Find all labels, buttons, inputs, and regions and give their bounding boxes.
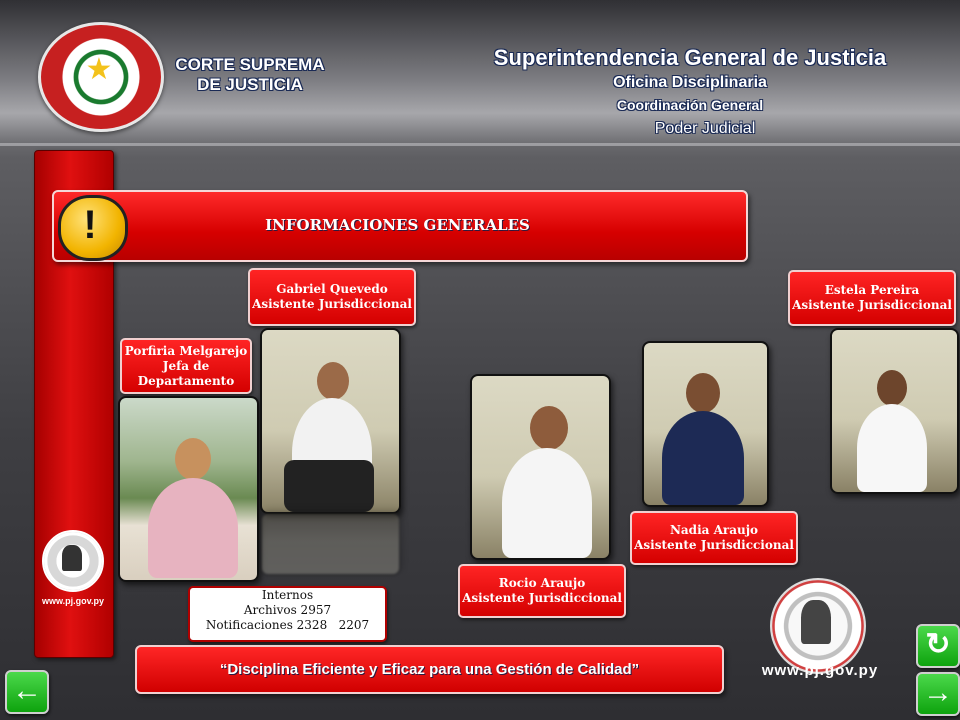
staff-label-rocio — [458, 564, 626, 618]
stats-line-2: Archivos 2957 — [243, 603, 332, 617]
arrow-left-icon: ← — [12, 674, 42, 707]
staff-role: Asistente Jurisdiccional — [792, 298, 952, 312]
page-subtitle-2: Coordinación General — [616, 97, 764, 113]
institution-line1: CORTE SUPREMA — [175, 55, 325, 74]
stats-line-3: Notificaciones 2328 2207 — [205, 618, 370, 632]
staff-photo-rocio — [470, 374, 611, 560]
info-title: INFORMACIONES GENERALES — [265, 216, 530, 234]
staff-label-nadia — [630, 511, 798, 565]
staff-name: Estela Pereira — [824, 283, 920, 297]
back-button[interactable] — [5, 670, 49, 714]
refresh-button[interactable] — [916, 624, 960, 668]
staff-role: Asistente Jurisdiccional — [462, 591, 622, 605]
staff-photo-gabriel — [260, 328, 401, 514]
staff-name: Nadia Araujo — [669, 523, 759, 537]
institution-name — [150, 55, 350, 95]
staff-label-estela — [788, 270, 956, 326]
refresh-icon: ↻ — [925, 628, 951, 661]
motto-banner: “Disciplina Eficiente y Eficaz para una Gestión de Calidad” — [135, 645, 724, 694]
justice-figure-icon — [62, 545, 82, 571]
star-icon: ★ — [85, 53, 113, 86]
staff-photo-porfiria — [118, 396, 259, 582]
justice-figure-icon — [801, 600, 831, 644]
staff-role: Asistente Jurisdiccional — [252, 297, 412, 311]
staff-photo-nadia — [642, 341, 769, 507]
staff-photo-estela — [830, 328, 959, 494]
arrow-right-icon: → — [923, 676, 953, 709]
page-subtitle: Oficina Disciplinaria — [613, 74, 767, 91]
staff-name: Porfiria Melgarejo — [124, 343, 248, 358]
page-subtitle-3: Poder Judicial — [654, 120, 756, 137]
staff-label-gabriel — [248, 268, 416, 326]
footer-url[interactable]: www.pj.gov.py — [761, 662, 879, 679]
staff-name: Gabriel Quevedo — [276, 282, 388, 296]
page-title: Superintendencia General de Justicia — [493, 45, 887, 70]
staff-role: Jefa de — [162, 358, 210, 373]
exclamation-icon: ! — [83, 203, 97, 247]
forward-button[interactable] — [916, 672, 960, 716]
staff-role: Asistente Jurisdiccional — [634, 538, 794, 552]
statistics-box — [188, 586, 387, 642]
staff-label-porfiria — [120, 338, 252, 394]
institution-line2: DE JUSTICIA — [197, 75, 303, 94]
photo-reflection — [260, 512, 401, 576]
sidebar-url[interactable]: www.pj.gov.py — [41, 596, 104, 606]
staff-name: Rocio Araujo — [498, 576, 586, 590]
header-divider — [0, 143, 960, 146]
stats-line-1: Internos — [261, 588, 314, 602]
staff-role: Departamento — [137, 373, 235, 388]
